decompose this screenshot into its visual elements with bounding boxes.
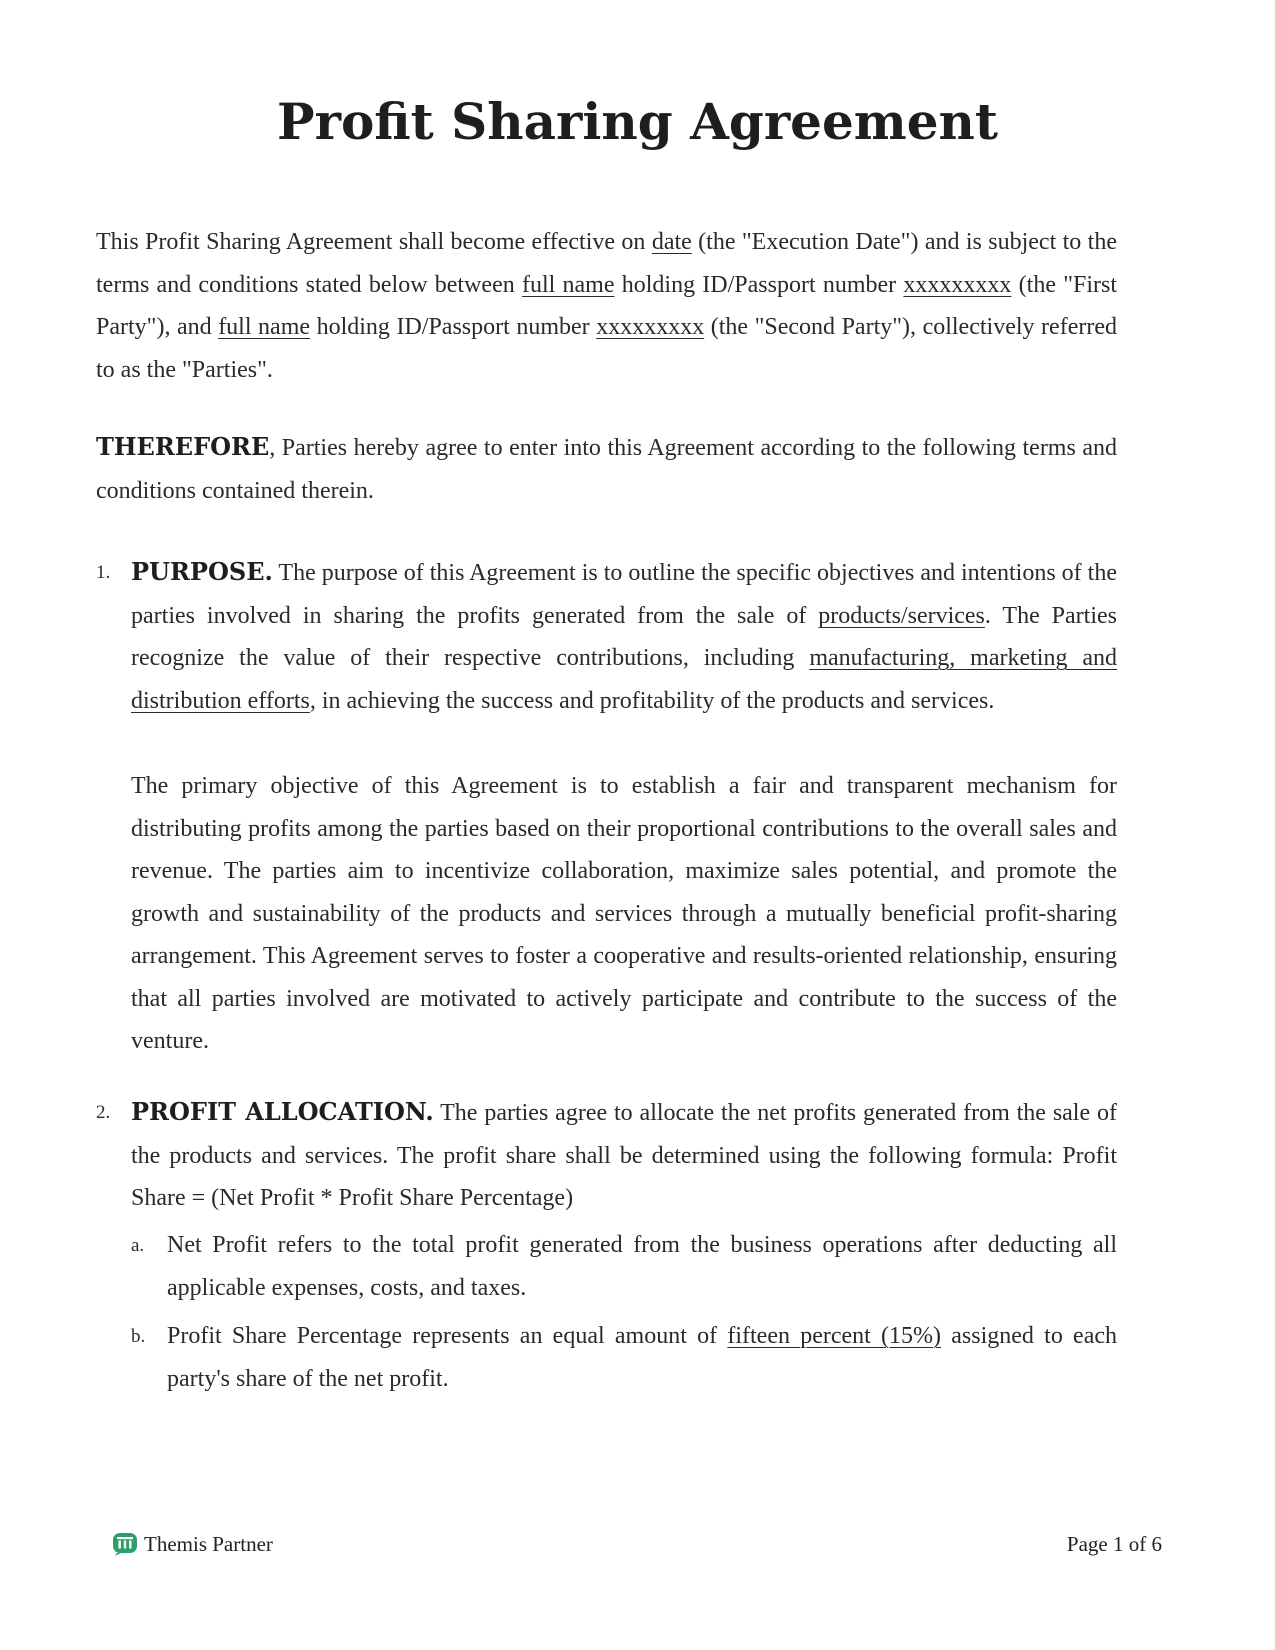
document-title: Profit Sharing Agreement [277,92,998,151]
first-party-id-field: xxxxxxxxx [903,271,1012,298]
intro-text: (the "First Party"), and [96,271,1118,340]
intro-text: holding ID/Passport number [310,314,597,340]
subitem-text: Profit Share Percentage represents an equal amount of [167,1323,728,1349]
themis-logo-icon [112,1532,138,1556]
percentage-field: fifteen percent (15%) [727,1323,942,1349]
section-heading: PURPOSE. [131,557,273,586]
intro-text: holding ID/Passport number [614,271,904,298]
therefore-heading: THEREFORE [96,432,270,461]
intro-text: (the "Execution Date") and is subject to the terms and conditions stated below between [96,229,1117,298]
section-text: The parties agree to allocate the net profits generated from the sale of the products and services. The profit share shall be determined using the following formula: Profit Share = (Net Profit * Profit Share Percentage) [131,1100,1117,1211]
intro-paragraph [96,221,1117,391]
section-heading: PROFIT ALLOCATION. [131,1097,434,1126]
second-party-id-field: xxxxxxxxx [596,314,705,340]
purpose-paragraph-2: The primary objective of this Agreement is to establish a fair and transparent mechanism for distributing profits among the parties based on their proportional contributions to the overall sales and revenue. The parties aim to incentivize collaboration, maximize sales potential, and promote the growth and sustainability of the products and services through a mutually beneficial profit-sharing arrangement. This Agreement serves to foster a cooperative and results-oriented relationship, ensuring that all parties involved are motivated to actively participate and contribute to the success of the venture. [131,773,1117,1054]
section-text: . The Parties recognize the value of their respective contributions, including [131,602,1118,671]
intro-text: This Profit Sharing Agreement shall become effective on [96,229,652,255]
first-party-name-field: full name [521,271,615,298]
therefore-text: , Parties hereby agree to enter into this Agreement according to the following terms and conditions contained therein. [96,435,1117,504]
therefore-paragraph [96,426,1117,512]
date-field: date [651,229,692,255]
subitem-net-profit: Net Profit refers to the total profit generated from the business operations after deducting all applicable expenses, costs, and taxes. [167,1232,1117,1301]
subitem-text: assigned to each party's share of the net profit. [167,1323,1118,1392]
subitem-marker: b. [131,1326,146,1347]
intro-text: (the "Second Party"), collectively referred to as the "Parties". [96,314,1117,383]
contributions-field: manufacturing, marketing and distribution efforts [131,645,1118,714]
logo-column [119,1541,121,1549]
section-profit-allocation [131,1091,1117,1220]
page-number: Page 1 of 6 [1066,1532,1162,1556]
logo-column [124,1541,126,1549]
section-text: The purpose of this Agreement is to outline the specific objectives and intentions of the parties involved in sharing the profits generated from the sale of [131,560,1117,629]
section-text: , in achieving the success and profitability of the products and services. [309,687,995,714]
section-purpose [131,551,1117,722]
section-number: 2. [96,1102,111,1123]
second-party-name-field: full name [218,314,311,340]
products-services-field: products/services [818,602,985,629]
brand-name: Themis Partner [144,1532,273,1556]
logo-bar [117,1537,133,1539]
section-number: 1. [96,562,111,583]
subitem-profit-share-percentage [167,1315,1117,1400]
logo-column [129,1541,131,1549]
page-footer [112,1525,1162,1565]
logo-tail [115,1553,121,1556]
subitem-marker: a. [131,1235,145,1256]
